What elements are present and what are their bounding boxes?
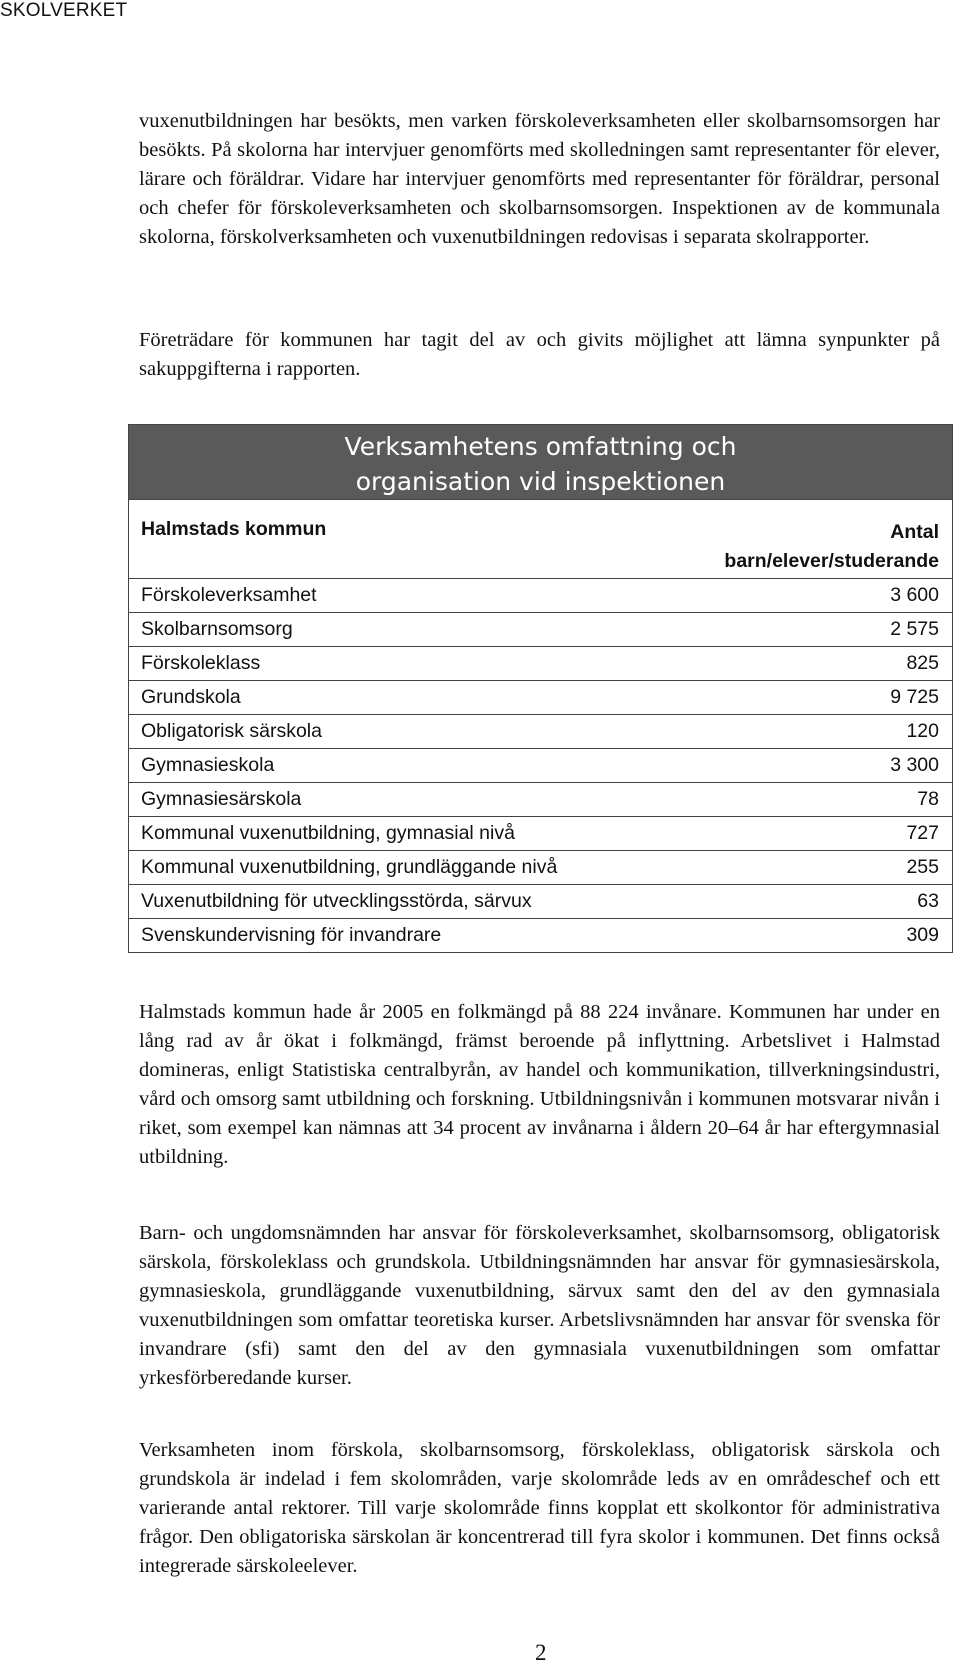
row-label: Förskoleverksamhet (141, 584, 317, 606)
paragraph-responsibilities: Barn- och ungdomsnämnden har ansvar för förskoleverksamhet, skolbarnsomsorg, obligatorisk särskola, förskoleklass och grundskola. Utbildningsnämnden har ansvar för gymnasiesärskola, gymnasieskola, grundläggande vuxenutbildning, särvux samt den del av den gymnasiala vuxenutbildningen som omfattar teoretiska kurser. Arbetslivsnämnden har ansvar för svenska för invandrare (sfi) samt den del av den gymnasiala vuxenutbildningen som omfattar yrkesförberedande kurser. (139, 1222, 940, 1389)
row-value: 120 (906, 720, 939, 742)
row-value: 727 (906, 822, 939, 844)
row-label: Vuxenutbildning för utvecklingsstörda, särvux (141, 890, 532, 912)
table-row (128, 647, 953, 681)
row-label: Obligatorisk särskola (141, 720, 322, 742)
row-label: Gymnasiesärskola (141, 788, 302, 810)
paragraph-inspection: vuxenutbildningen har besökts, men varken förskoleverksamheten eller skolbarnsomsorgen har besökts. På skolorna har intervjuer genomförts med skolledningen samt representanter för elever, lärare och föräldrar. Vidare har intervjuer genomförts med representanter för föräldrar, personal och chefer för förskoleverksamheten och skolbarnsomsorgen. Inspektionen av de kommunala skolorna, förskolverksamheten och vuxenutbildningen redovisas i separata skolrapporter. (139, 110, 940, 248)
table-row (128, 851, 953, 885)
row-value: 63 (917, 890, 939, 912)
table-title-line-1: Verksamhetens omfattning och (344, 432, 737, 461)
row-value: 255 (906, 856, 939, 878)
row-label: Skolbarnsomsorg (141, 618, 293, 640)
paragraph-representatives: Företrädare för kommunen har tagit del av och givits möjlighet att lämna synpunkter på sakuppgifterna i rapporten. (139, 329, 940, 380)
page-number: 2 (535, 1640, 547, 1665)
paragraph-population: Halmstads kommun hade år 2005 en folkmängd på 88 224 invånare. Kommunen har under en lång rad av år ökat i folkmängd, främst beroende på inflyttning. Arbetslivet i Halmstad domineras, enligt Statistiska centralbyrån, av handel och kommunikation, tillverkningsindustri, vård och omsorg samt utbildning och forskning. Utbildningsnivån i kommunen motsvarar nivån i riket, som exempel kan nämnas att 34 procent av invånarna i åldern 20–64 år har eftergymnasial utbildning. (139, 1001, 940, 1168)
column-header-municipality: Halmstads kommun (141, 518, 327, 540)
table-header (128, 500, 953, 579)
row-value: 825 (906, 652, 939, 674)
table-row (128, 613, 953, 647)
row-value: 78 (917, 788, 939, 810)
table-row (128, 579, 953, 613)
table-row (128, 885, 953, 919)
row-label: Kommunal vuxenutbildning, gymnasial nivå (141, 822, 515, 844)
column-header-count-line-1: Antal (890, 521, 939, 543)
row-value: 3 600 (890, 584, 939, 606)
table-title (128, 424, 953, 500)
row-label: Svenskundervisning för invandrare (141, 924, 442, 946)
paragraph-organisation: Verksamheten inom förskola, skolbarnsomsorg, förskoleklass, obligatorisk särskola och grundskola är indelad i fem skolområden, varje skolområde leds av en områdeschef och ett varierande antal rektorer. Till varje skolområde finns kopplat ett skolkontor för administrativa frågor. Den obligatoriska särskolan är koncentrerad till fyra skolor i kommunen. Det finns också integrerade särskoleelever. (139, 1439, 940, 1577)
table-row (128, 783, 953, 817)
row-label: Förskoleklass (141, 652, 261, 674)
table-row (128, 817, 953, 851)
row-label: Kommunal vuxenutbildning, grundläggande nivå (141, 856, 558, 878)
activity-table (128, 424, 953, 953)
column-header-count (724, 518, 939, 576)
row-value: 2 575 (890, 618, 939, 640)
table-title-line-2: organisation vid inspektionen (355, 467, 726, 496)
column-header-count-line-2: barn/elever/studerande (724, 550, 939, 572)
row-label: Grundskola (141, 686, 241, 708)
row-value: 3 300 (890, 754, 939, 776)
table-row (128, 919, 953, 953)
row-value: 9 725 (890, 686, 939, 708)
row-value: 309 (906, 924, 939, 946)
row-label: Gymnasieskola (141, 754, 275, 776)
table-row (128, 715, 953, 749)
document-header: SKOLVERKET (0, 0, 128, 21)
table-row (128, 749, 953, 783)
table-row (128, 681, 953, 715)
